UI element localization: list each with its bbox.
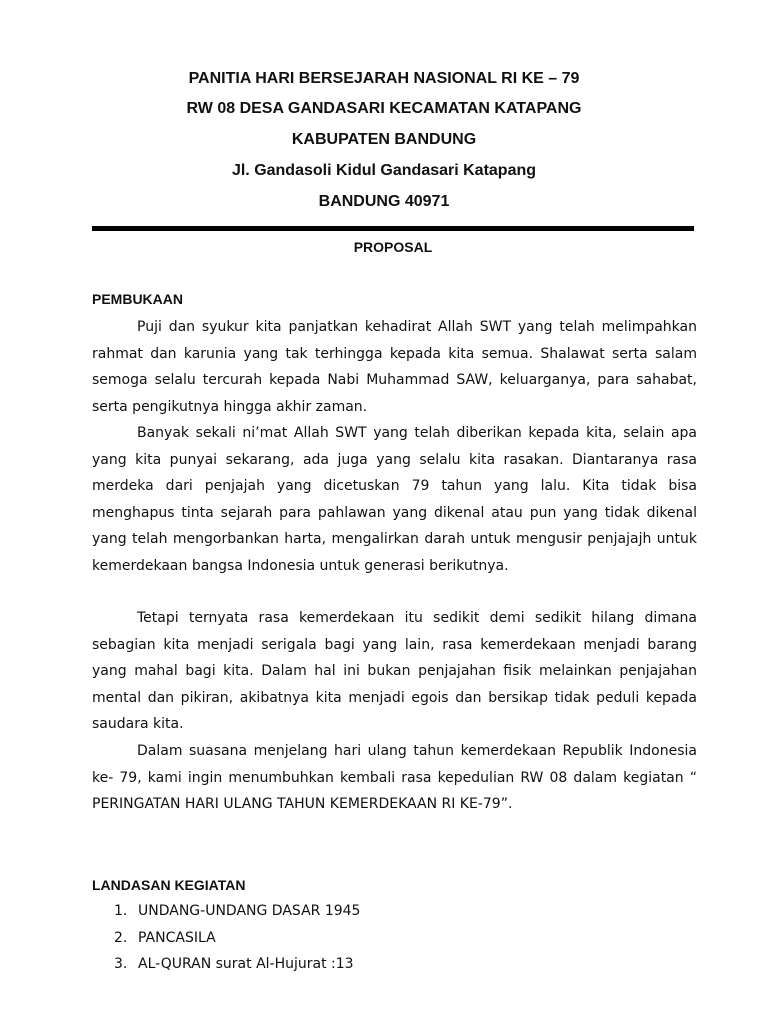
- list-number: 1.: [114, 903, 128, 919]
- list-item: [92, 951, 697, 978]
- paragraph-1: Puji dan syukur kita panjatkan kehadirat Allah SWT yang telah melimpahkan rahmat dan karunia yang tak terhingga kepada kita semua. Shalawat serta salam semoga selalu tercurah kepada Nabi Muhammad SAW, keluarganya, para sahabat, serta pengikutnya hingga akhir zaman.: [92, 319, 697, 415]
- list-text: AL-QURAN surat Al-Hujurat :13: [138, 956, 354, 972]
- letterhead-committee: PANITIA HARI BERSEJARAH NASIONAL RI KE – 79: [188, 70, 580, 87]
- paragraph-4: Dalam suasana menjelang hari ulang tahun kemerdekaan Republik Indonesia ke- 79, kami ingin menumbuhkan kembali rasa kepedulian RW 08 dalam kegiatan “ PERINGATAN HARI ULANG TAHUN KEMERDEKAAN RI KE-79”.: [92, 743, 697, 812]
- list-number: 2.: [114, 929, 128, 946]
- letterhead-divider: [92, 226, 694, 231]
- paragraph-2: Banyak sekali ni’mat Allah SWT yang telah diberikan kepada kita, selain apa yang kita punyai sekarang, ada juga yang selalu kita rasakan. Diantaranya rasa merdeka dari penjajah yang dicetuskan 79 tahun yang lalu. Kita tidak bisa menghapus tinta sejarah para pahlawan yang dikenal atau pun yang tidak dikenal yang telah mengorbankan harta, mengalirkan darah untuk mengusir penjajajh untuk kemerdekaan bangsa Indonesia untuk generasi berikutnya.: [92, 425, 697, 574]
- letterhead-city: BANDUNG 40971: [318, 193, 450, 210]
- landasan-list: [92, 898, 697, 978]
- letterhead-regency: KABUPATEN BANDUNG: [291, 131, 477, 148]
- list-text: PANCASILA: [138, 929, 216, 946]
- list-text: UNDANG-UNDANG DASAR 1945: [138, 903, 361, 919]
- paragraph-3: Tetapi ternyata rasa kemerdekaan itu sedikit demi sedikit hilang dimana sebagian kita menjadi serigala bagi yang lain, rasa kemerdekaan menjadi barang yang mahal bagi kita. Dalam hal ini bukan penjajahan fisik melainkan penjajahan mental dan pikiran, akibatnya kita menjadi egois dan bersikap tidak peduli kepada saudara kita.: [92, 610, 697, 732]
- section-heading-landasan: LANDASAN KEGIATAN: [92, 877, 246, 893]
- document-title: PROPOSAL: [353, 239, 433, 255]
- letterhead-rw: RW 08 DESA GANDASARI KECAMATAN KATAPANG: [186, 100, 582, 117]
- list-item: [92, 898, 697, 925]
- section-heading-pembukaan: PEMBUKAAN: [92, 291, 183, 307]
- list-number: 3.: [114, 956, 128, 972]
- letterhead-address: Jl. Gandasoli Kidul Gandasari Katapang: [231, 162, 537, 179]
- list-item: [92, 925, 697, 952]
